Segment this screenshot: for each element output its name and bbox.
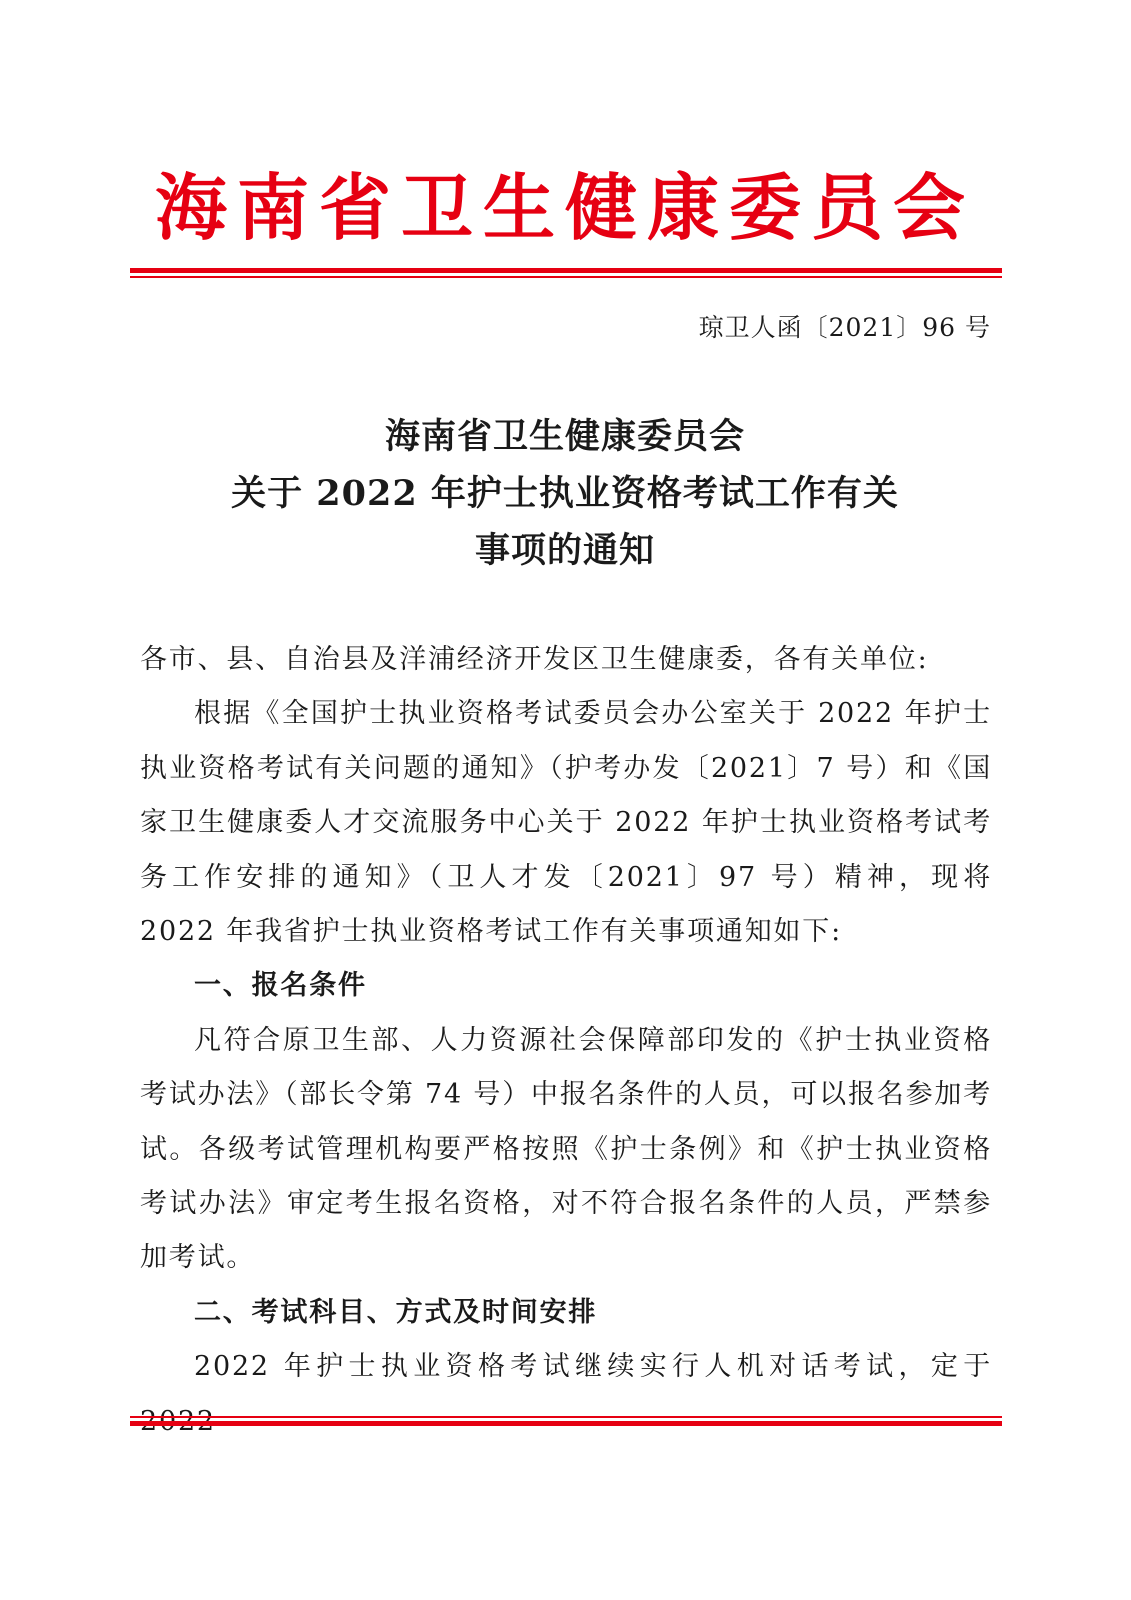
masthead-title: 海南省卫生健康委员会 (154, 166, 975, 250)
masthead-divider-thick (130, 268, 1002, 273)
section-1-heading: 一、报名条件 (194, 970, 367, 1002)
title-line-2: 关于 2022 年护士执业资格考试工作有关 (231, 473, 899, 514)
title-line-1: 海南省卫生健康委员会 (384, 416, 745, 457)
section-2-paragraph: 2022 年护士执业资格考试继续实行人机对话考试，定于 (194, 1351, 992, 1383)
masthead-divider-thin (130, 276, 1002, 278)
document-title (130, 408, 1000, 579)
section-1-paragraph: 凡符合原卫生部、人力资源社会保障部印发的《护士执业资格考试办法》（部长令第 74 号）中报名条件的人员，可以报名参加考试。各级考试管理机构要严格按照《护士条例》和《护士执业资格考试办法》审定考生报名资格，对不符合报名条件的人员，严禁参加考试。 (140, 1024, 992, 1274)
salutation: 各市、县、自治县及洋浦经济开发区卫生健康委，各有关单位: (140, 644, 929, 675)
footer-divider-thick (130, 1421, 1002, 1426)
footer-divider-thin (130, 1416, 1002, 1418)
document-number: 琼卫人函〔2021〕96 号 (698, 313, 991, 342)
intro-paragraph: 根据《全国护士执业资格考试委员会办公室关于 2022 年护士执业资格考试有关问题的通知》（护考办发〔2021〕7 号）和《国家卫生健康委人才交流服务中心关于 2022 年护士执业资格考试考务工作安排的通知》（卫人才发〔2021〕97 号）精神，现将 2022 年我省护士执业资格考试工作有关事项通知如下: (140, 698, 992, 948)
title-line-3: 事项的通知 (474, 530, 655, 571)
section-2-heading: 二、考试科目、方式及时间安排 (194, 1296, 598, 1328)
document-body (140, 633, 992, 1449)
